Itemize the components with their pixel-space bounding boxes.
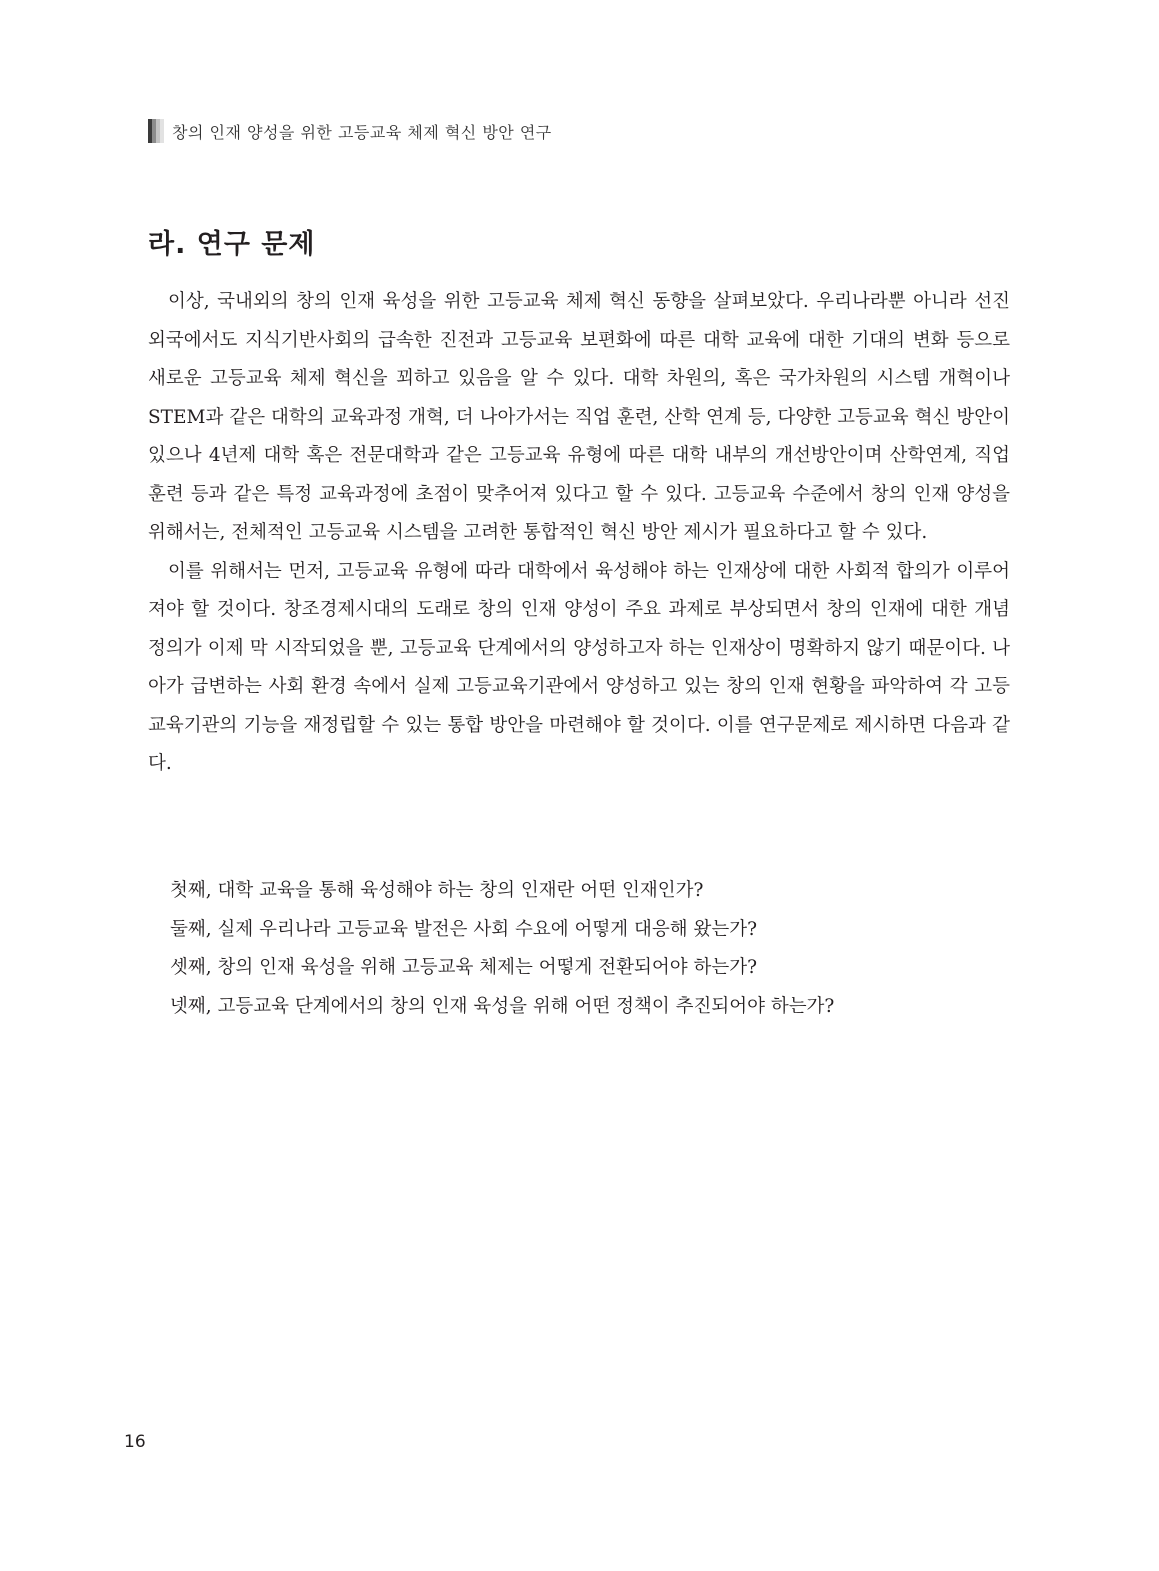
paragraph-1: 이상, 국내외의 창의 인재 육성을 위한 고등교육 체제 혁신 동향을 살펴보았다. 우리나라뿐 아니라 선진 외국에서도 지식기반사회의 급속한 진전과 고등교육 보편화에 따른 대학 교육에 대한 기대의 변화 등으로 새로운 고등교육 체제 혁신을 꾀하고 있음을 알 수 있다. 대학 차원의, 혹은 국가차원의 시스템 개혁이나 STEM과 같은 대학의 교육과정 개혁, 더 나아가서는 직업 훈련, 산학 연계 등, 다양한 고등교육 혁신 방안이 있으나 4년제 대학 혹은 전문대학과 같은 고등교육 유형에 따른 대학 내부의 개선방안이며 산학연계, 직업훈련 등과 같은 특정 교육과정에 초점이 맞추어져 있다고 할 수 있다. 고등교육 수준에서 창의 인재 양성을 위해서는, 전체적인 고등교육 시스템을 고려한 통합적인 혁신 방안 제시가 필요하다고 할 수 있다.	[148, 291, 1010, 543]
running-header-title: 창의 인재 양성을 위한 고등교육 체제 혁신 방안 연구	[172, 122, 552, 142]
paragraph-2: 이를 위해서는 먼저, 고등교육 유형에 따라 대학에서 육성해야 하는 인재상에 대한 사회적 합의가 이루어져야 할 것이다. 창조경제시대의 도래로 창의 인재 양성이 주요 과제로 부상되면서 창의 인재에 대한 개념 정의가 이제 막 시작되었을 뿐, 고등교육 단계에서의 양성하고자 하는 인재상이 명확하지 않기 때문이다. 나아가 급변하는 사회 환경 속에서 실제 고등교육기관에서 양성하고 있는 창의 인재 현황을 파악하여 각 고등교육기관의 기능을 재정립할 수 있는 통합 방안을 마련해야 할 것이다. 이를 연구문제로 제시하면 다음과 같다.	[148, 560, 1010, 774]
research-question-4: 넷째, 고등교육 단계에서의 창의 인재 육성을 위해 어떤 정책이 추진되어야 하는가?	[170, 995, 835, 1017]
research-question-1: 첫째, 대학 교육을 통해 육성해야 하는 창의 인재란 어떤 인재인가?	[170, 880, 704, 901]
research-questions-list	[170, 872, 1010, 1026]
running-header	[148, 117, 552, 145]
page-number: 16	[124, 1432, 146, 1452]
section-heading: 라. 연구 문제	[148, 229, 316, 260]
research-question-2: 둘째, 실제 우리나라 고등교육 발전은 사회 수요에 어떻게 대응해 왔는가?	[170, 918, 757, 940]
research-question-3: 셋째, 창의 인재 육성을 위해 고등교육 체제는 어떻게 전환되어야 하는가?	[170, 957, 757, 978]
gradient-bars-icon	[148, 119, 164, 143]
body-text	[148, 283, 1010, 784]
